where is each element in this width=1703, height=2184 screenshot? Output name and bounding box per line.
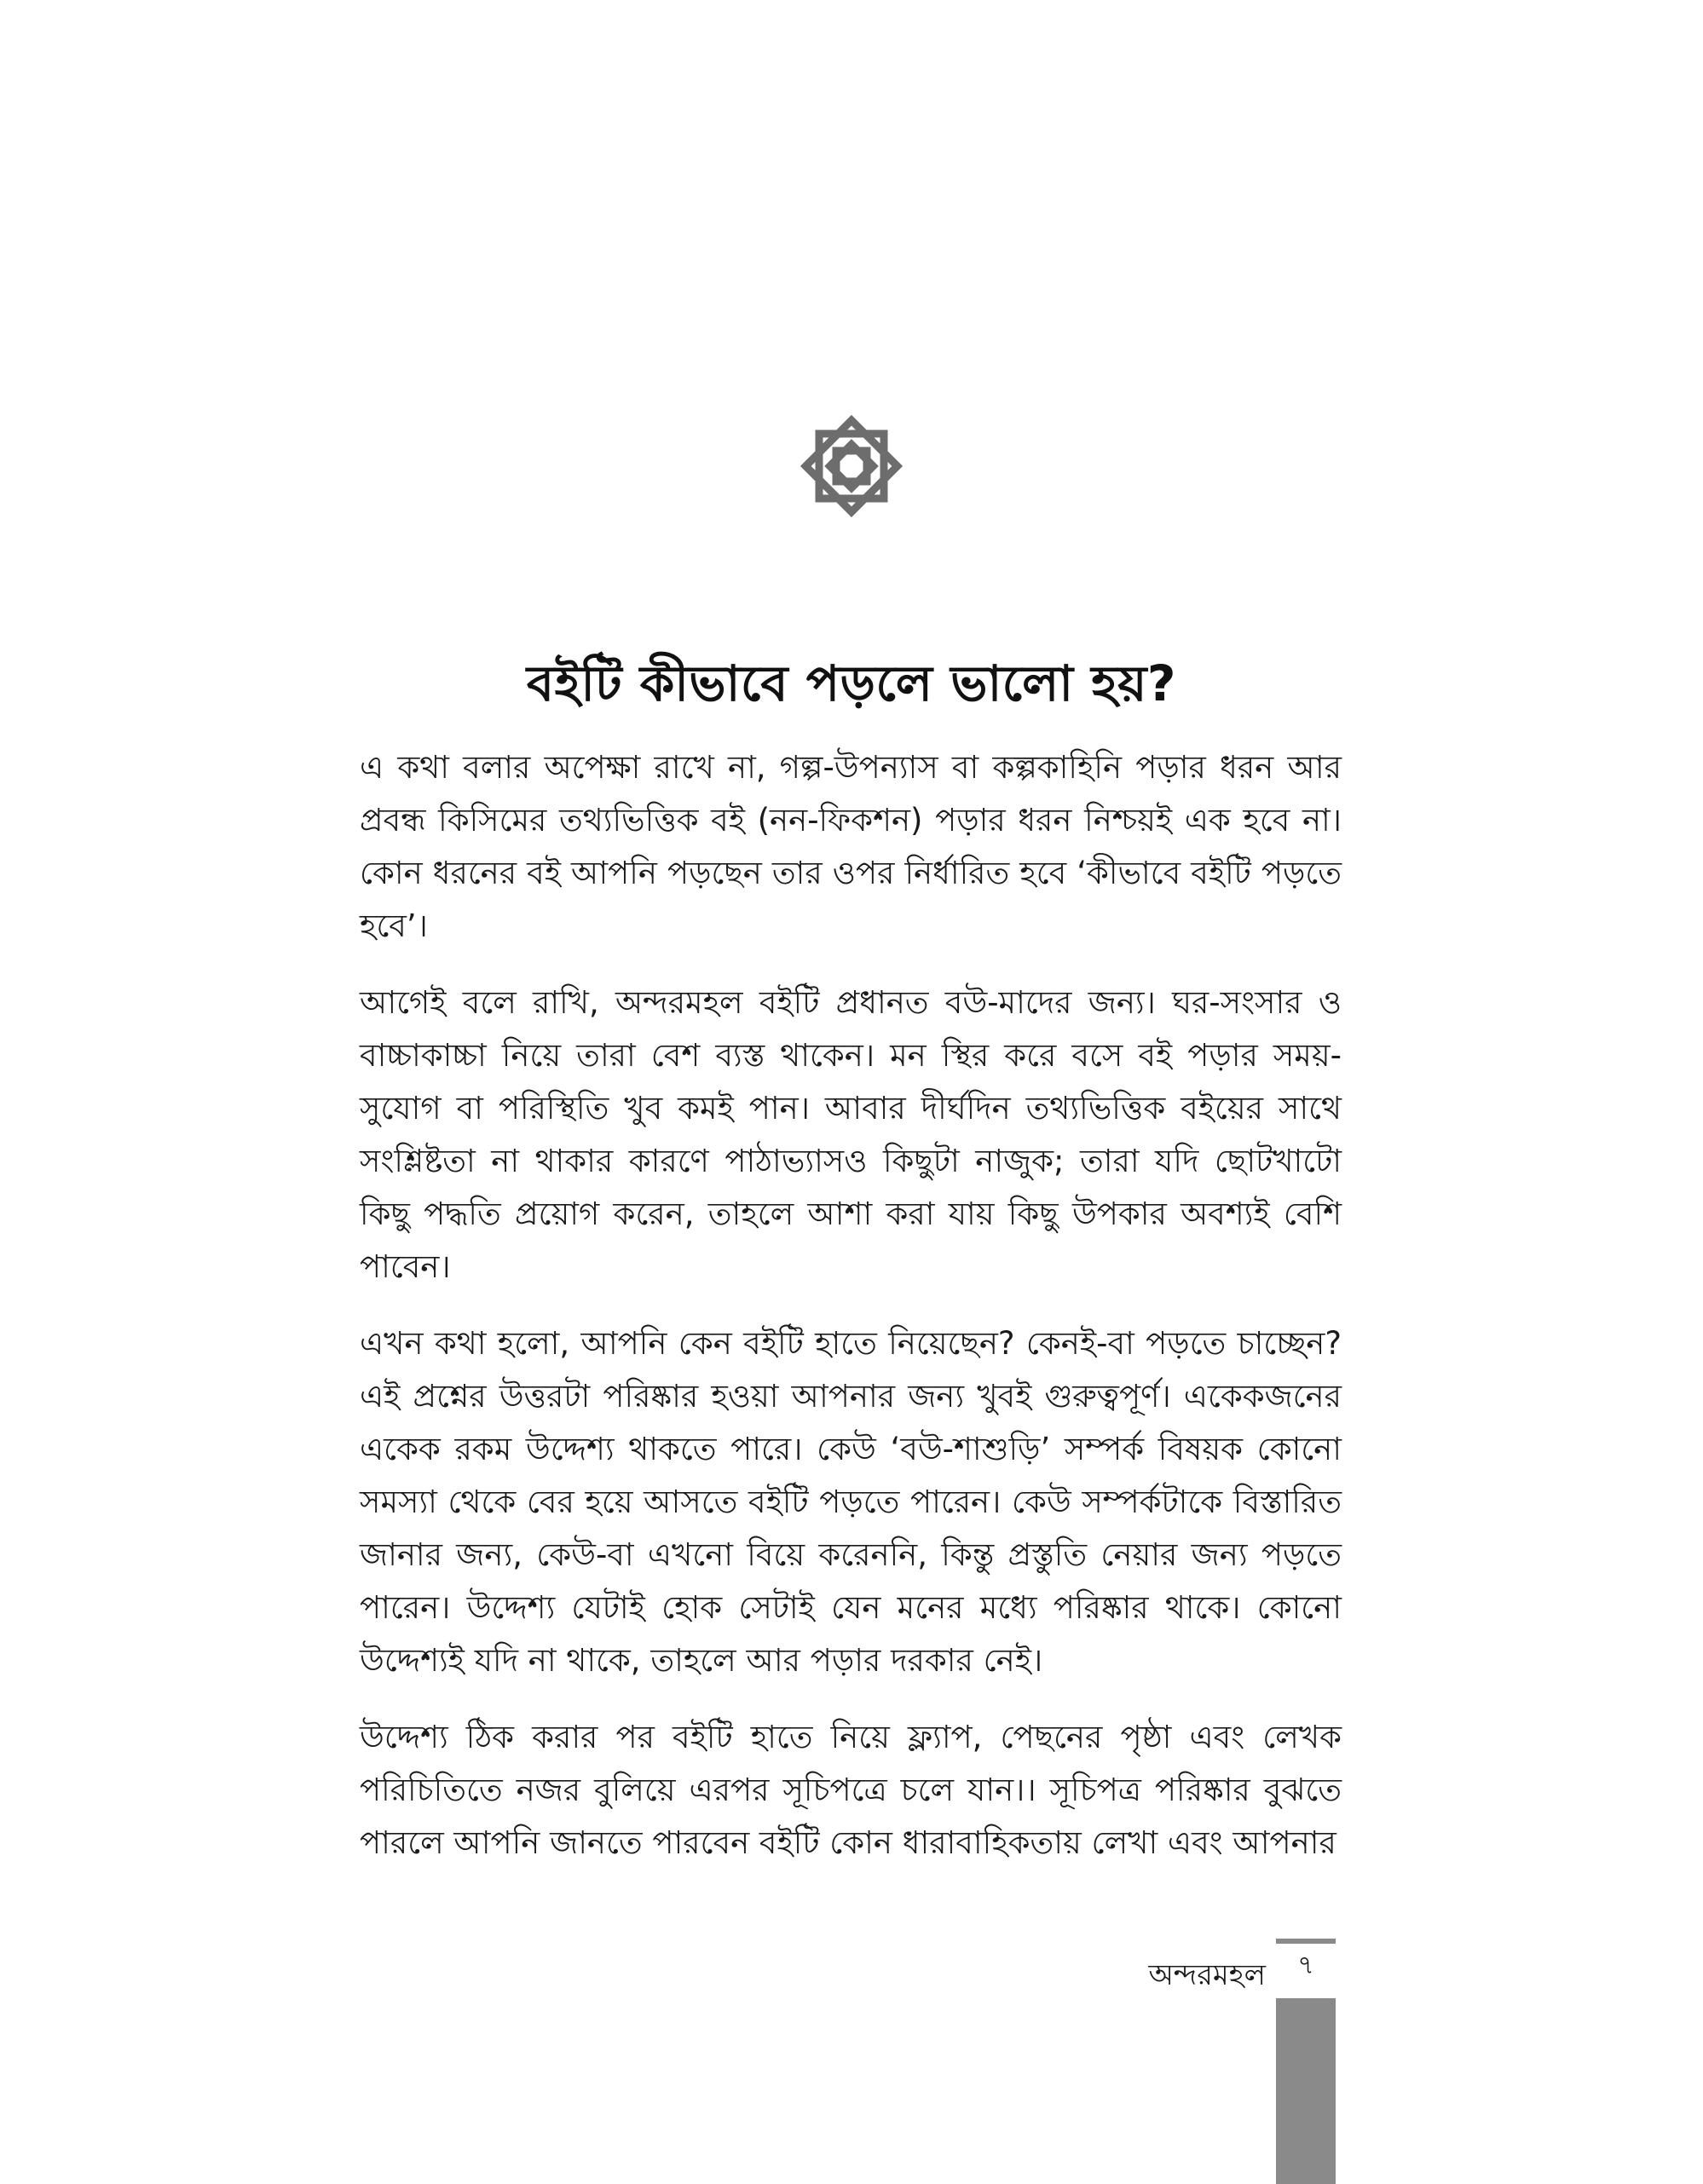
page-tab-rule xyxy=(1276,1939,1336,1944)
paragraph-1: এ কথা বলার অপেক্ষা রাখে না, গল্প-উপন্যাস বা কল্পকাহিনি পড়ার ধরন আর প্রবন্ধ কিসিমের তথ্যভিত্তিক বই (নন-ফিকশন) পড়ার ধরন নিশ্চয়ই এক হবে না। কোন ধরনের বই আপনি পড়ছেন তার ওপর নির্ধারিত হবে ‘কীভাবে বইটি পড়তে হবে’। xyxy=(360,749,1342,944)
page-title: বইটি কীভাবে পড়লে ভালো হয়? xyxy=(526,654,1177,712)
paragraph-3: এখন কথা হলো, আপনি কেন বইটি হাতে নিয়েছেন? কেনই-বা পড়তে চাচ্ছেন? এই প্রশ্নের উত্তরটা পরিষ্কার হওয়া আপনার জন্য খুবই গুরুত্বপূর্ণ। একেকজনের একেক রকম উদ্দেশ্য থাকতে পারে। কেউ ‘বউ-শাশুড়ি’ সম্পর্ক বিষয়ক কোনো সমস্যা থেকে বের হয়ে আসতে বইটি পড়তে পারেন। কেউ সম্পর্কটাকে বিস্তারিত জানার জন্য, কেউ-বা এখনো বিয়ে করেননি, কিন্তু প্রস্তুতি নেয়ার জন্য পড়তে পারেন। উদ্দেশ্য যেটাই হোক সেটাই যেন মনের মধ্যে পরিষ্কার থাকে। কোনো উদ্দেশ্যই যদি না থাকে, তাহলে আর পড়ার দরকার নেই। xyxy=(360,1325,1342,1679)
body-text xyxy=(360,741,1342,1893)
page-number: ৭ xyxy=(1297,1951,1314,1980)
page-edge-tab xyxy=(1276,1998,1336,2184)
octagram-knot-ornament-icon xyxy=(796,411,907,522)
paragraph-4: উদ্দেশ্য ঠিক করার পর বইটি হাতে নিয়ে ফ্ল্যাপ, পেছনের পৃষ্ঠা এবং লেখক পরিচিতিতে নজর বুলিয়ে এরপর সূচিপত্রে চলে যান।। সূচিপত্র পরিষ্কার বুঝতে পারলে আপনি জানতে পারবেন বইটি কোন ধারাবাহিকতায় লেখা এবং আপনার xyxy=(360,1719,1342,1861)
paragraph-2: আগেই বলে রাখি, অন্দরমহল বইটি প্রধানত বউ-মাদের জন্য। ঘর-সংসার ও বাচ্চাকাচ্চা নিয়ে তারা বেশ ব্যস্ত থাকেন। মন স্থির করে বসে বই পড়ার সময়-সুযোগ বা পরিস্থিতি খুব কমই পান। আবার দীর্ঘদিন তথ্যভিত্তিক বইয়ের সাথে সংশ্লিষ্টতা না থাকার কারণে পাঠাভ্যাসও কিছুটা নাজুক; তারা যদি ছোটখাটো কিছু পদ্ধতি প্রয়োগ করেন, তাহলে আশা করা যায় কিছু উপকার অবশ্যই বেশি পাবেন। xyxy=(360,984,1342,1285)
running-footer-book-title: অন্দরমহল xyxy=(1148,1958,1266,1992)
